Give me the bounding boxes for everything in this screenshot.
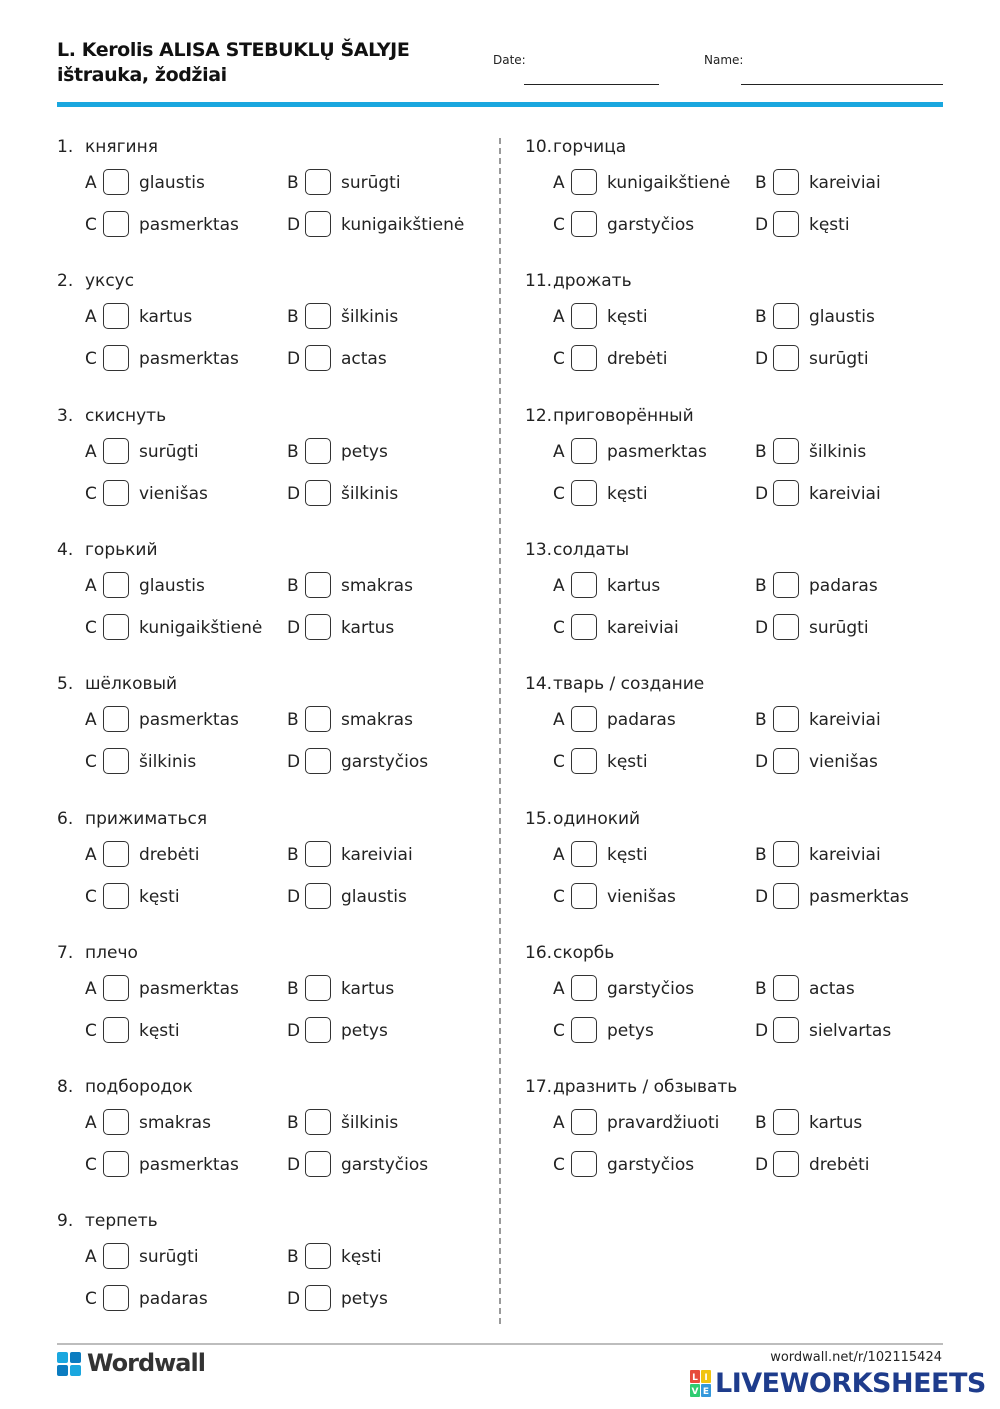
option-letter: B	[755, 979, 767, 999]
option-text: pasmerktas	[139, 979, 239, 999]
option-letter: B	[755, 442, 767, 462]
question-prompt: подбородок	[85, 1077, 193, 1097]
question-prompt: прижиматься	[85, 809, 208, 829]
question-prompt: скорбь	[553, 943, 615, 963]
option-letter: A	[553, 173, 565, 193]
option-checkbox[interactable]	[305, 438, 331, 464]
option-letter: B	[287, 979, 299, 999]
option-letter: A	[85, 979, 97, 999]
option-checkbox[interactable]	[305, 169, 331, 195]
title-line-2: ištrauka, žodžiai	[57, 64, 227, 86]
question-number: 4.	[57, 540, 74, 560]
option-text: glaustis	[341, 887, 407, 907]
option-checkbox[interactable]	[773, 1017, 799, 1043]
question-prompt: горький	[85, 540, 158, 560]
option-letter: D	[287, 1021, 301, 1041]
column-divider	[499, 138, 501, 1324]
option-checkbox[interactable]	[305, 572, 331, 598]
question-number: 12.	[525, 406, 553, 426]
question-number: 8.	[57, 1077, 74, 1097]
question-prompt: княгиня	[85, 137, 158, 157]
option-checkbox[interactable]	[305, 706, 331, 732]
option-checkbox[interactable]	[103, 438, 129, 464]
option-text: vienišas	[607, 887, 676, 907]
option-text: kęsti	[607, 484, 648, 504]
option-checkbox[interactable]	[103, 345, 129, 371]
option-checkbox[interactable]	[773, 883, 799, 909]
question-number: 1.	[57, 137, 74, 157]
question-number: 9.	[57, 1211, 74, 1231]
option-checkbox[interactable]	[305, 1151, 331, 1177]
question-prompt: дрожать	[553, 271, 632, 291]
option-text: drebėti	[607, 349, 668, 369]
option-letter: D	[755, 349, 769, 369]
question-17	[525, 1077, 945, 1257]
option-checkbox[interactable]	[571, 748, 597, 774]
option-letter: D	[287, 887, 301, 907]
option-letter: A	[553, 710, 565, 730]
option-text: kęsti	[139, 1021, 180, 1041]
option-text: garstyčios	[341, 1155, 429, 1175]
option-text: pasmerktas	[139, 349, 239, 369]
option-letter: C	[553, 484, 565, 504]
option-text: šilkinis	[809, 442, 867, 462]
option-checkbox[interactable]	[773, 1109, 799, 1135]
option-letter: C	[553, 1021, 565, 1041]
option-checkbox[interactable]	[773, 303, 799, 329]
option-checkbox[interactable]	[571, 841, 597, 867]
option-checkbox[interactable]	[773, 841, 799, 867]
option-letter: B	[287, 173, 299, 193]
question-number: 5.	[57, 674, 74, 694]
option-text: petys	[607, 1021, 654, 1041]
question-number: 11.	[525, 271, 553, 291]
lw-badge-letter: I	[704, 1373, 708, 1383]
option-checkbox[interactable]	[571, 572, 597, 598]
option-letter: B	[287, 845, 299, 865]
option-text: glaustis	[139, 576, 205, 596]
option-checkbox[interactable]	[103, 975, 129, 1001]
lw-badge-letter: E	[702, 1387, 710, 1397]
option-text: surūgti	[809, 349, 869, 369]
option-text: padaras	[809, 576, 878, 596]
option-checkbox[interactable]	[571, 211, 597, 237]
option-text: pasmerktas	[809, 887, 909, 907]
option-letter: C	[85, 1289, 97, 1309]
question-number: 3.	[57, 406, 74, 426]
option-text: garstyčios	[607, 979, 695, 999]
question-prompt: терпеть	[85, 1211, 158, 1231]
date-field[interactable]	[524, 84, 659, 85]
option-text: kęsti	[607, 752, 648, 772]
option-checkbox[interactable]	[305, 1109, 331, 1135]
option-checkbox[interactable]	[305, 211, 331, 237]
option-checkbox[interactable]	[305, 1285, 331, 1311]
option-letter: D	[755, 1155, 769, 1175]
option-text: surūgti	[341, 173, 401, 193]
option-letter: A	[85, 576, 97, 596]
option-letter: B	[287, 442, 299, 462]
option-text: glaustis	[139, 173, 205, 193]
date-label: Date:	[493, 53, 526, 67]
option-checkbox[interactable]	[571, 614, 597, 640]
option-checkbox[interactable]	[773, 345, 799, 371]
question-prompt: плечо	[85, 943, 138, 963]
option-text: vienišas	[809, 752, 878, 772]
option-letter: C	[85, 618, 97, 638]
option-letter: A	[85, 1113, 97, 1133]
option-checkbox[interactable]	[103, 1151, 129, 1177]
option-letter: C	[85, 215, 97, 235]
option-letter: A	[553, 979, 565, 999]
option-checkbox[interactable]	[773, 748, 799, 774]
option-text: petys	[341, 442, 388, 462]
option-checkbox[interactable]	[571, 1151, 597, 1177]
option-letter: B	[287, 307, 299, 327]
option-checkbox[interactable]	[103, 1017, 129, 1043]
option-letter: D	[755, 887, 769, 907]
option-checkbox[interactable]	[773, 211, 799, 237]
option-text: kęsti	[809, 215, 850, 235]
option-letter: D	[755, 752, 769, 772]
option-text: smakras	[139, 1113, 211, 1133]
option-letter: B	[287, 1113, 299, 1133]
option-text: kartus	[341, 979, 395, 999]
question-prompt: тварь / создание	[553, 674, 705, 694]
option-checkbox[interactable]	[103, 748, 129, 774]
option-text: drebėti	[139, 845, 200, 865]
option-letter: A	[553, 307, 565, 327]
question-number: 2.	[57, 271, 74, 291]
question-prompt: приговорённый	[553, 406, 694, 426]
option-letter: B	[755, 1113, 767, 1133]
question-prompt: дразнить / обзывать	[553, 1077, 738, 1097]
option-text: surūgti	[809, 618, 869, 638]
option-checkbox[interactable]	[773, 1151, 799, 1177]
wordwall-grid-icon	[57, 1352, 81, 1376]
question-number: 13.	[525, 540, 553, 560]
footer-divider	[57, 1343, 943, 1345]
option-text: surūgti	[139, 442, 199, 462]
question-prompt: одинокий	[553, 809, 641, 829]
option-text: kartus	[341, 618, 395, 638]
option-text: glaustis	[809, 307, 875, 327]
option-text: kareiviai	[809, 710, 881, 730]
option-checkbox[interactable]	[103, 841, 129, 867]
option-text: kareiviai	[809, 845, 881, 865]
option-text: actas	[809, 979, 855, 999]
question-number: 14.	[525, 674, 553, 694]
option-text: šilkinis	[341, 1113, 399, 1133]
liveworksheets-badge-icon	[690, 1370, 712, 1398]
option-text: kęsti	[139, 887, 180, 907]
option-text: garstyčios	[607, 1155, 695, 1175]
option-checkbox[interactable]	[103, 1285, 129, 1311]
option-letter: B	[287, 1247, 299, 1267]
option-text: sielvartas	[809, 1021, 892, 1041]
option-checkbox[interactable]	[305, 748, 331, 774]
liveworksheets-brand: LIVEWORKSHEETS	[715, 1368, 986, 1399]
option-checkbox[interactable]	[103, 303, 129, 329]
option-text: šilkinis	[139, 752, 197, 772]
option-checkbox[interactable]	[305, 303, 331, 329]
option-checkbox[interactable]	[571, 1109, 597, 1135]
option-checkbox[interactable]	[305, 345, 331, 371]
option-checkbox[interactable]	[103, 211, 129, 237]
question-prompt: уксус	[85, 271, 135, 291]
option-text: petys	[341, 1289, 388, 1309]
option-letter: D	[287, 752, 301, 772]
name-label: Name:	[704, 53, 744, 67]
option-text: kęsti	[607, 307, 648, 327]
lw-badge-letter: L	[692, 1373, 698, 1383]
option-letter: D	[287, 618, 301, 638]
question-number: 16.	[525, 943, 553, 963]
option-text: padaras	[139, 1289, 208, 1309]
option-checkbox[interactable]	[103, 480, 129, 506]
option-letter: D	[755, 618, 769, 638]
option-text: kartus	[809, 1113, 863, 1133]
option-letter: A	[553, 576, 565, 596]
header-accent-bar	[57, 102, 943, 107]
option-text: pasmerktas	[139, 1155, 239, 1175]
option-letter: B	[755, 845, 767, 865]
option-letter: D	[287, 215, 301, 235]
option-letter: D	[287, 349, 301, 369]
option-checkbox[interactable]	[103, 614, 129, 640]
option-letter: C	[553, 349, 565, 369]
question-number: 10.	[525, 137, 553, 157]
option-letter: A	[553, 845, 565, 865]
option-text: garstyčios	[607, 215, 695, 235]
option-checkbox[interactable]	[305, 614, 331, 640]
option-checkbox[interactable]	[571, 1017, 597, 1043]
question-number: 15.	[525, 809, 553, 829]
option-letter: C	[85, 1021, 97, 1041]
option-text: padaras	[607, 710, 676, 730]
option-checkbox[interactable]	[571, 169, 597, 195]
option-text: kareiviai	[607, 618, 679, 638]
option-letter: A	[553, 1113, 565, 1133]
option-letter: A	[553, 442, 565, 462]
question-prompt: шёлковый	[85, 674, 178, 694]
option-checkbox[interactable]	[103, 572, 129, 598]
option-letter: C	[85, 752, 97, 772]
question-prompt: горчица	[553, 137, 627, 157]
option-checkbox[interactable]	[773, 169, 799, 195]
option-checkbox[interactable]	[571, 345, 597, 371]
option-checkbox[interactable]	[571, 303, 597, 329]
question-prompt: солдаты	[553, 540, 630, 560]
option-text: pasmerktas	[607, 442, 707, 462]
option-checkbox[interactable]	[305, 883, 331, 909]
option-checkbox[interactable]	[305, 1243, 331, 1269]
option-letter: A	[85, 1247, 97, 1267]
option-letter: D	[287, 1155, 301, 1175]
option-letter: A	[85, 845, 97, 865]
option-checkbox[interactable]	[103, 706, 129, 732]
option-text: surūgti	[139, 1247, 199, 1267]
option-letter: B	[755, 710, 767, 730]
option-checkbox[interactable]	[103, 1109, 129, 1135]
option-text: kartus	[607, 576, 661, 596]
option-letter: B	[755, 307, 767, 327]
option-letter: C	[553, 215, 565, 235]
option-checkbox[interactable]	[773, 438, 799, 464]
option-letter: D	[287, 1289, 301, 1309]
option-checkbox[interactable]	[305, 480, 331, 506]
option-checkbox[interactable]	[773, 975, 799, 1001]
option-text: kareiviai	[341, 845, 413, 865]
option-letter: A	[85, 307, 97, 327]
option-text: kartus	[139, 307, 193, 327]
option-letter: C	[553, 1155, 565, 1175]
option-checkbox[interactable]	[103, 883, 129, 909]
question-number: 17.	[525, 1077, 553, 1097]
option-text: drebėti	[809, 1155, 870, 1175]
option-letter: D	[287, 484, 301, 504]
option-checkbox[interactable]	[773, 614, 799, 640]
option-checkbox[interactable]	[103, 1243, 129, 1269]
option-letter: C	[553, 752, 565, 772]
option-checkbox[interactable]	[773, 480, 799, 506]
option-checkbox[interactable]	[305, 975, 331, 1001]
option-text: šilkinis	[341, 484, 399, 504]
option-checkbox[interactable]	[571, 975, 597, 1001]
option-text: kęsti	[341, 1247, 382, 1267]
option-text: kareiviai	[809, 484, 881, 504]
option-letter: C	[85, 484, 97, 504]
option-text: actas	[341, 349, 387, 369]
option-text: petys	[341, 1021, 388, 1041]
option-letter: B	[287, 576, 299, 596]
option-text: kęsti	[607, 845, 648, 865]
lw-badge-letter: V	[691, 1387, 699, 1397]
option-letter: C	[553, 887, 565, 907]
option-text: vienišas	[139, 484, 208, 504]
option-letter: A	[85, 710, 97, 730]
option-letter: A	[85, 442, 97, 462]
option-letter: B	[755, 173, 767, 193]
title-line-1: L. Kerolis ALISA STEBUKLŲ ŠALYJE	[57, 39, 410, 61]
question-number: 6.	[57, 809, 74, 829]
option-text: kareiviai	[809, 173, 881, 193]
option-letter: C	[85, 1155, 97, 1175]
option-letter: B	[755, 576, 767, 596]
option-text: garstyčios	[341, 752, 429, 772]
option-letter: C	[85, 349, 97, 369]
question-number: 7.	[57, 943, 74, 963]
option-text: kunigaikštienė	[139, 618, 263, 638]
option-text: smakras	[341, 710, 413, 730]
option-checkbox[interactable]	[103, 169, 129, 195]
worksheet-title	[57, 38, 409, 88]
option-text: pravardžiuoti	[607, 1113, 720, 1133]
option-checkbox[interactable]	[571, 438, 597, 464]
option-checkbox[interactable]	[773, 706, 799, 732]
option-checkbox[interactable]	[571, 883, 597, 909]
option-text: kunigaikštienė	[341, 215, 465, 235]
wordwall-brand: Wordwall	[87, 1349, 205, 1377]
option-text: pasmerktas	[139, 215, 239, 235]
option-letter: B	[287, 710, 299, 730]
option-text: smakras	[341, 576, 413, 596]
option-checkbox[interactable]	[773, 572, 799, 598]
option-text: šilkinis	[341, 307, 399, 327]
option-letter: D	[755, 484, 769, 504]
option-checkbox[interactable]	[571, 706, 597, 732]
name-field[interactable]	[741, 84, 943, 85]
option-text: kunigaikštienė	[607, 173, 731, 193]
option-letter: C	[85, 887, 97, 907]
option-text: pasmerktas	[139, 710, 239, 730]
option-letter: D	[755, 215, 769, 235]
option-letter: A	[85, 173, 97, 193]
option-letter: C	[553, 618, 565, 638]
option-checkbox[interactable]	[305, 841, 331, 867]
question-prompt: скиснуть	[85, 406, 167, 426]
option-checkbox[interactable]	[571, 480, 597, 506]
worksheet-url[interactable]: wordwall.net/r/102115424	[770, 1350, 942, 1365]
option-checkbox[interactable]	[305, 1017, 331, 1043]
option-letter: D	[755, 1021, 769, 1041]
